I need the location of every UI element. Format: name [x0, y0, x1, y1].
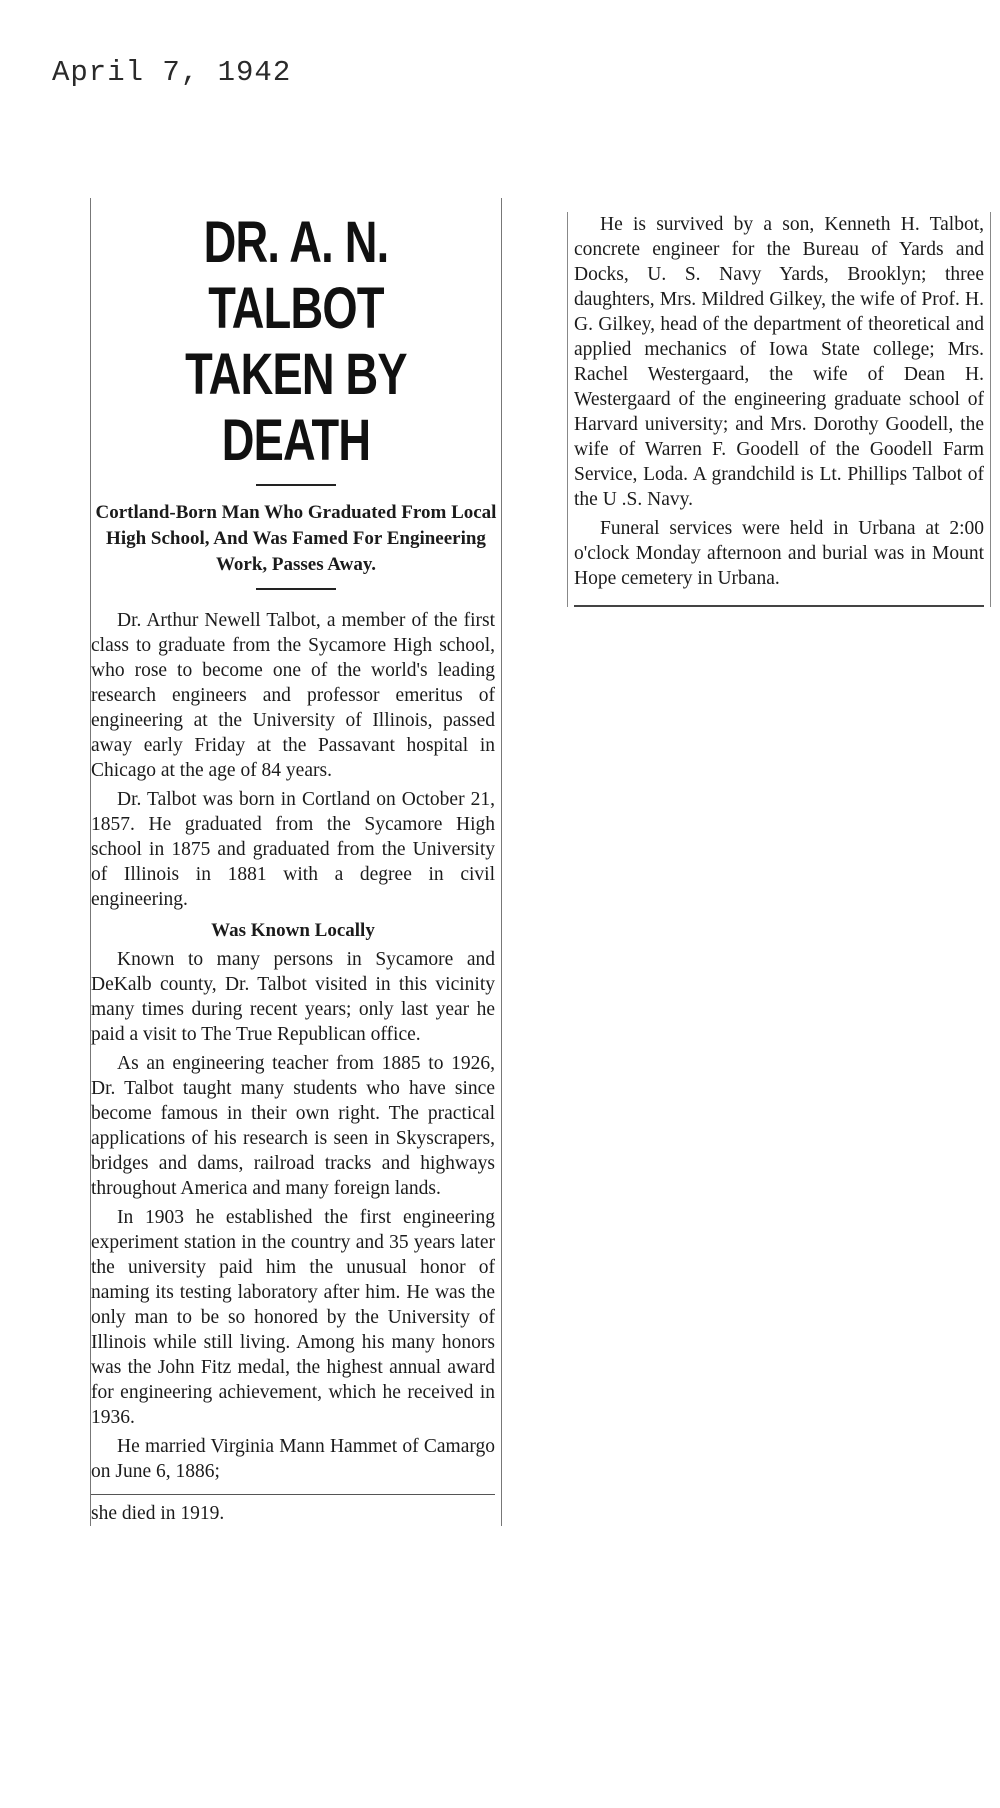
paragraph: He married Virginia Mann Hammet of Camargo on June 6, 1886; — [91, 1436, 495, 1482]
deck-divider — [256, 588, 336, 590]
headline-line-2: TAKEN BY DEATH — [185, 342, 407, 473]
headline-divider — [256, 484, 336, 486]
paragraph: He is survived by a son, Kenneth H. Talbot, concrete engineer for the Bureau of Yards and Docks, U. S. Navy Yards, Brooklyn; three daughters, Mrs. Mildred Gilkey, the wife of Prof. H. G. Gilkey, head of the department of theoretical and applied mechanics of Iowa State college; Mrs. Rachel Westergaard, the wife of Dean H. Westergaard of the engineering graduate school of Harvard university; and Mrs. Dorothy Goodell, the wife of Warren F. Goodell of the Goodell Farm Service, Loda. A grandchild is Lt. Phillips Talbot of the U .S. Navy. — [574, 214, 984, 510]
continued-line: she died in 1919. — [91, 1503, 225, 1524]
continuation-divider — [91, 1494, 495, 1495]
paragraph: In 1903 he established the first engineering experiment station in the country and 35 years later the university paid him the unusual honor of naming its testing laboratory after him. He was the only man to be so honored by the University of Illinois while still living. Among his many honors was the John Fitz medal, the highest annual award for engineering achievement, which he received in 1936. — [91, 1207, 495, 1428]
article-body-1 — [91, 604, 501, 1526]
article-column-2 — [567, 212, 991, 607]
paragraph: Dr. Arthur Newell Talbot, a member of the first class to graduate from the Sycamore High school, who rose to become one of the world's leading research engineers and professor emeritus of engineering at the University of Illinois, passed away early Friday at the Passavant hospital in Chicago at the age of 84 years. — [91, 610, 495, 781]
paragraph: Known to many persons in Sycamore and DeKalb county, Dr. Talbot visited in this vicinity many times during recent years; only last year he paid a visit to The True Republican office. — [91, 949, 495, 1045]
section-subhead: Was Known Locally — [211, 920, 375, 941]
paragraph: As an engineering teacher from 1885 to 1926, Dr. Talbot taught many students who have since become famous in their own right. The practical applications of his research is seen in Skyscrapers, bridges and dams, railroad tracks and highways throughout America and many foreign lands. — [91, 1053, 495, 1199]
paragraph: Funeral services were held in Urbana at 2:00 o'clock Monday afternoon and burial was in Mount Hope cemetery in Urbana. — [574, 518, 984, 589]
headline-line-1: DR. A. N. TALBOT — [203, 210, 389, 341]
clipping-date: April 7, 1942 — [52, 56, 292, 89]
paragraph: Dr. Talbot was born in Cortland on October 21, 1857. He graduated from the Sycamore High school in 1875 and graduated from the University of Illinois in 1881 with a degree in civil engineering. — [91, 789, 495, 910]
article-column-1 — [90, 198, 502, 1526]
deck-subheadline: Cortland-Born Man Who Graduated From Local High School, And Was Famed For Engineering Work, Passes Away. — [95, 502, 497, 575]
headline — [136, 210, 456, 474]
end-divider — [574, 605, 984, 607]
